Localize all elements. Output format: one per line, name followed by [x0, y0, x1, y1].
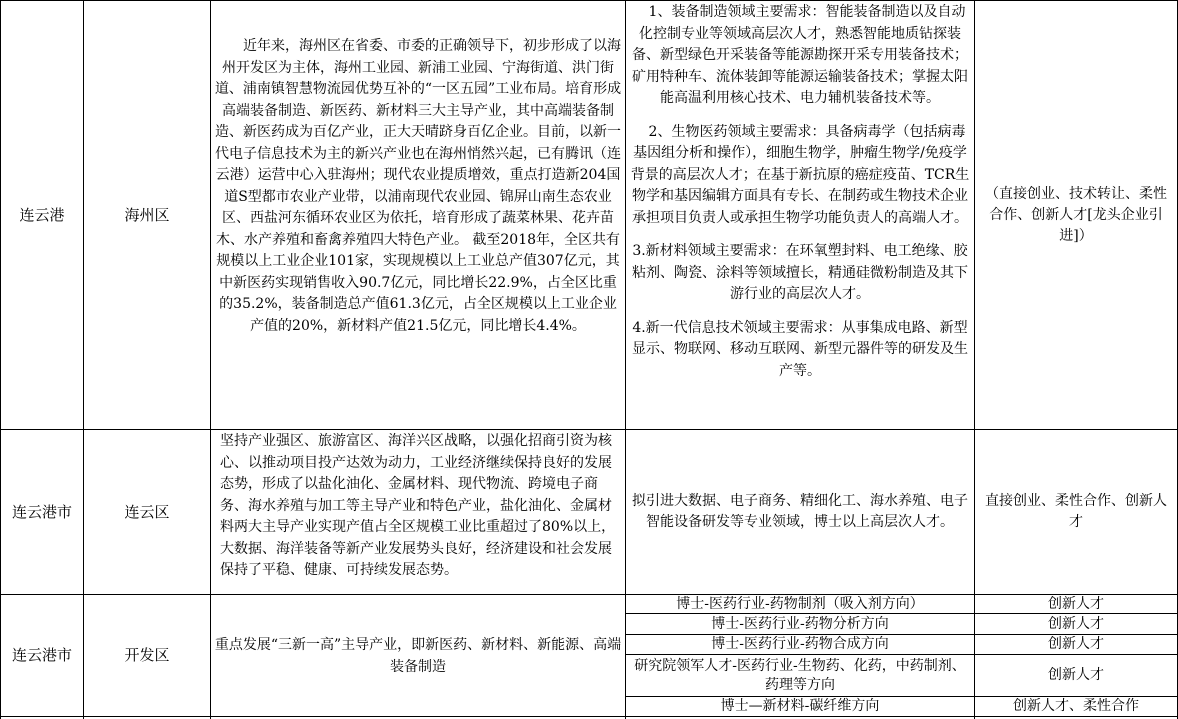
- demand-subrow: [626, 614, 974, 634]
- cooperation-mode: （直接创业、技术转让、柔性合作、创新人才[龙头企业引进]）: [985, 185, 1167, 244]
- district-name: 开发区: [124, 646, 170, 664]
- grid-line: [210, 0, 211, 719]
- cooperation-mode: 创新人才、柔性合作: [1013, 698, 1139, 714]
- mode-subrow: [975, 635, 1177, 654]
- mode-subrow: [975, 697, 1177, 716]
- industry-overview-cell: [214, 595, 622, 716]
- talent-demand-cell: [628, 2, 972, 429]
- industry-overview: 近年来，海州区在省委、市委的正确领导下，初步形成了以海州开发区为主体，海州工业园、新浦工业园、宁海街道、洪门街道、浦南镇智慧物流园优势互补的“一区五园”工业布局。培育形成高端装备制造、新医药、新材料三大主导产业，其中高端装备制造、新医药成为百亿产业，正大天晴跻身百亿企业。目前，以新一代电子信息技术为主的新兴产业也在海州悄然兴起，已有腾讯（连云港）运营中心入驻海州；现代农业提质增效，重点打造新204国道S型都市农业产业带，以浦南现代农业园、锦屏山南生态农业区、西盐河东循环农业区为依托，培育形成了蔬菜林果、花卉苗木、水产养殖和畜禽养殖四大特色产业。 截至2018年，全区共有规模以上工业企业101家，实现规模以上工业总产值307亿元，其中新医药实现销售收入90.7亿元，同比增长22.9%，占全区比重的35.2%，装备制造总产值61.3亿元，占全区规模以上工业企业产值的20%，新材料产值21.5亿元，同比增长4.4%。: [214, 38, 622, 334]
- demand-item: 3.新材料领域主要需求：在环氧塑封料、电工绝缘、胶粘剂、陶瓷、涂料等领域擅长，精通硅微粉制造及其下游行业的高层次人才。: [632, 243, 968, 302]
- district-cell: [84, 595, 210, 716]
- district-name: 连云区: [124, 502, 170, 521]
- city-cell: [1, 430, 83, 594]
- mode-subrow: [975, 595, 1177, 613]
- talent-demand: 研究院领军人才-医药行业-生物药、化药，中药制剂、药理等方向: [634, 657, 966, 693]
- city-name: 连云港市: [11, 502, 72, 521]
- district-cell: [84, 1, 210, 429]
- talent-demand: 拟引进大数据、电子商务、精细化工、海水养殖、电子智能设备研发等专业领域，博士以上高层次人才。: [632, 493, 968, 530]
- cooperation-mode: 创新人才: [1048, 595, 1104, 612]
- district-cell: [84, 430, 210, 594]
- demand-subrow: [626, 655, 974, 696]
- city-cell: [1, 595, 83, 716]
- cooperation-mode-cell: [975, 1, 1177, 429]
- demand-item: 2、生物医药领域主要需求：具备病毒学（包括病毒基因组分析和操作），细胞生物学，肿瘤生物学/免疫学背景的高层次人才；在基于新抗原的癌症疫苗、TCR生物学和基因编辑方面具有专长、在制药或生物技术企业承担项目负责人或承担生物学功能负责人的高端人才。: [630, 123, 970, 226]
- demand-item: 1、装备制造领域主要需求：智能装备制造以及自动化控制专业等领域高层次人才，熟悉智能地质钻探装备、新型绿色开采装备等能源勘探开采专用装备技术；矿用特种车、流体装卸等能源运输装备技术；掌握太阳能高温利用核心技术、电力辅机装备技术等。: [632, 4, 968, 106]
- industry-overview-cell: [220, 431, 620, 593]
- demand-subrow: [626, 635, 974, 654]
- cooperation-mode: 直接创业、柔性合作、创新人才: [985, 493, 1167, 530]
- cooperation-mode: 创新人才: [1048, 636, 1104, 652]
- industry-overview: 坚持产业强区、旅游富区、海洋兴区战略，以强化招商引资为核心、以推动项目投产达效为动力，工业经济继续保持良好的发展态势，形成了以盐化油化、金属材料、现代物流、跨境电子商务、海水养殖与加工等主导产业和特色产业，盐化油化、金属材料两大主导产业实现产值占全区规模工业比重超过了80%以上，大数据、海洋装备等新产业发展势头良好，经济建设和社会发展保持了平稳、健康、可持续发展态势。: [220, 433, 616, 578]
- industry-overview: 重点发展“三新一高”主导产业，即新医药、新材料、新能源、高端装备制造: [214, 636, 622, 675]
- demand-subrow: [626, 595, 974, 613]
- city-name: 连云港: [19, 205, 65, 224]
- demand-item: 4.新一代信息技术领域主要需求：从事集成电路、新型显示、物联网、移动互联网、新型元器件等的研发及生产等。: [632, 319, 968, 379]
- cooperation-mode: 创新人才: [1048, 615, 1104, 632]
- grid-line: [0, 716, 1178, 717]
- talent-demand-cell: [626, 430, 974, 594]
- cooperation-mode-cell: [975, 430, 1177, 594]
- city-name: 连云港市: [11, 646, 72, 664]
- district-name: 海州区: [124, 205, 170, 224]
- industry-overview-cell: [214, 36, 622, 428]
- talent-demand: 博士-医药行业-药物分析方向: [711, 615, 889, 632]
- talent-demand: 博士-医药行业-药物合成方向: [711, 636, 889, 652]
- city-cell: [1, 1, 83, 429]
- talent-demand: 博士—新材料-碳纤维方向: [720, 698, 880, 714]
- demand-subrow: [626, 697, 974, 716]
- cooperation-mode: 创新人才: [1048, 667, 1104, 683]
- talent-demand: 博士-医药行业-药物制剂（吸入剂方向）: [676, 595, 924, 612]
- mode-subrow: [975, 655, 1177, 696]
- mode-subrow: [975, 614, 1177, 634]
